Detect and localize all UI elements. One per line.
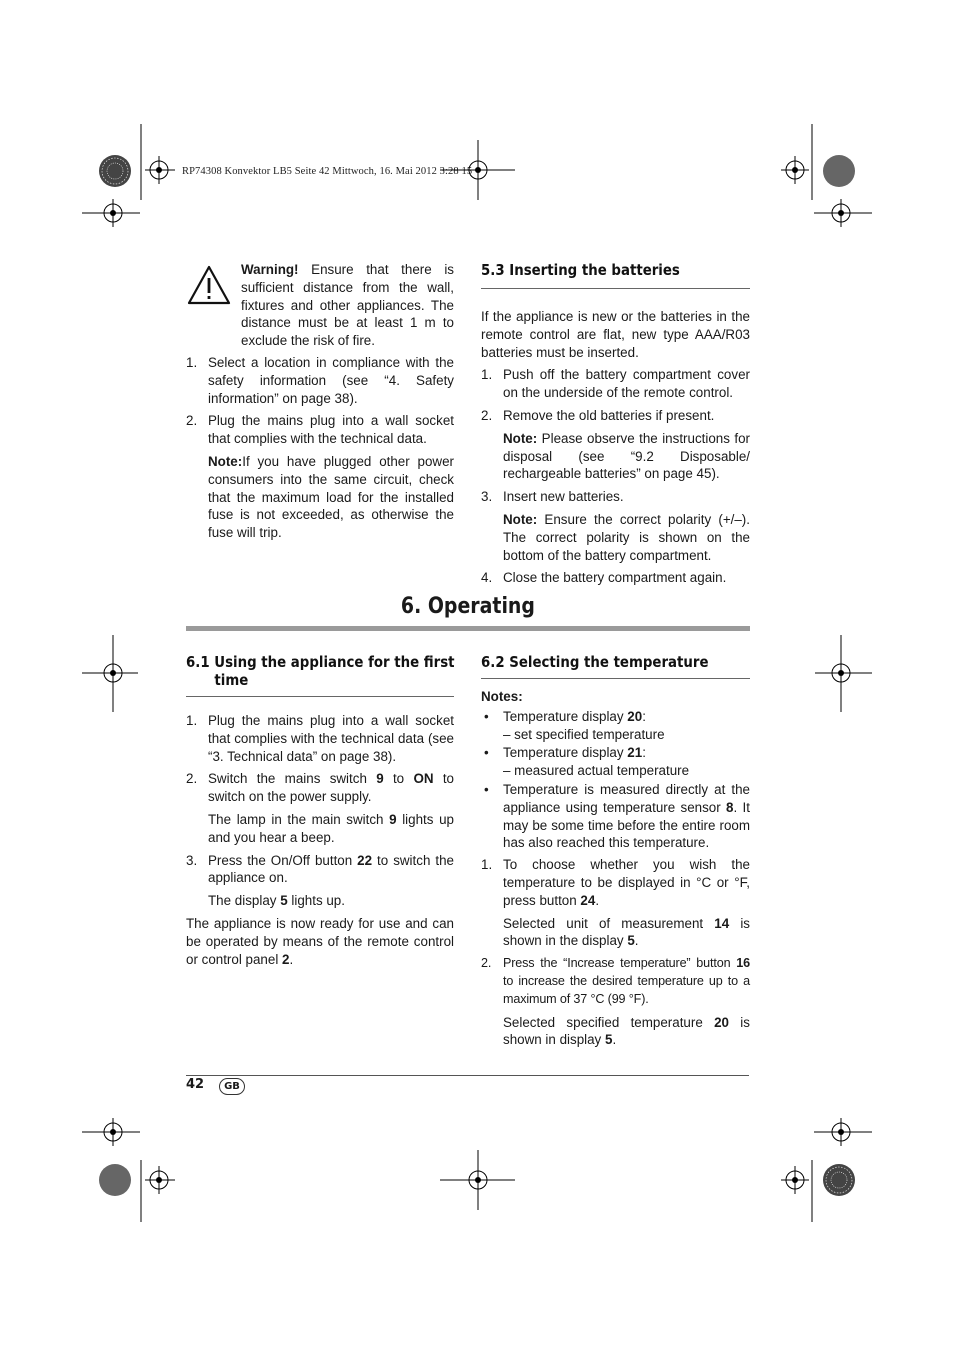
circuit-note: Note:If you have plugged other power consumers into the same circuit, check that the maximum load for the installed fuse is not exceeded, as otherwise the fuse will trip. xyxy=(208,453,454,541)
unit-note: Selected unit of measurement 14 is shown in the display 5. xyxy=(503,915,750,949)
list-item: 1. Plug the mains plug into a wall socket that complies with the technical data (see “3. Technical data” on page 38). xyxy=(186,713,454,764)
placement-steps xyxy=(186,354,454,448)
list-item: • Temperature display 21: – measured actual temperature xyxy=(484,745,690,779)
list-item: 3. Insert new batteries. xyxy=(481,489,624,505)
closing-text: The appliance is now ready for use and can be operated by means of the remote control or control panel 2. xyxy=(186,915,454,967)
first-use-steps xyxy=(186,712,454,806)
display-note: The display 5 lights up. xyxy=(208,893,345,909)
temperature-steps xyxy=(481,856,750,909)
warning-text: Warning! Ensure that there is sufficient distance from the wall, fixtures and other appliances. The distance must be at least 1 m to exclude the risk of fire. xyxy=(241,262,454,349)
notes-label: Notes: xyxy=(481,689,523,704)
page-number: 42 xyxy=(186,1077,205,1092)
warning-label: Warning! xyxy=(241,262,299,277)
list-item: 2. Plug the mains plug into a wall socket that complies with the technical data. xyxy=(186,413,454,447)
list-item: • Temperature is measured directly at the appliance using temperature sensor 8. It may be some time before the entire room has also reached this temperature. xyxy=(484,781,750,851)
section-6-2 xyxy=(481,653,750,1054)
section-title: 5.3 Inserting the batteries xyxy=(481,261,680,279)
list-item: 1. To choose whether you wish the temperature to be displayed in °C or °F, press button 24. xyxy=(481,857,750,908)
notes-list xyxy=(481,708,750,852)
battery-steps xyxy=(481,366,750,424)
section-title: 6.2 Selecting the temperature xyxy=(481,653,709,671)
footer-rule xyxy=(186,1075,749,1076)
chapter-divider xyxy=(186,626,750,631)
list-item: • Temperature display 20: – set specified temperature xyxy=(484,708,665,742)
section-title: 6.1 Using the appliance for the first time xyxy=(186,653,455,689)
list-item: 3. Press the On/Off button 22 to switch the appliance on. xyxy=(186,852,454,886)
country-badge: GB xyxy=(219,1078,245,1095)
list-item: 2. Press the “Increase temperature” button 16 to increase the desired temperature up to a maximum of 37 °C (99 °F). xyxy=(481,956,750,1006)
list-item: 2. Remove the old batteries if present. xyxy=(481,407,715,423)
lamp-note: The lamp in the main switch 9 lights up and you hear a beep. xyxy=(208,811,454,845)
disposal-note: Note: Please observe the instructions for disposal (see “9.2 Disposable/ rechargeable batteries” on page 45). xyxy=(503,430,750,482)
print-header: RP74308 Konvektor LB5 Seite 42 Mittwoch, 16. Mai 2012 3:28 15 xyxy=(182,166,473,177)
warning-triangle-icon xyxy=(186,264,232,306)
list-item: 4. Close the battery compartment again. xyxy=(481,570,727,586)
warning-block xyxy=(186,261,454,350)
list-item: 1. Select a location in compliance with the safety information (see “4. Safety information” on page 38). xyxy=(186,354,454,406)
intro-text: If the appliance is new or the batteries in the remote control are flat, new type AAA/R03 batteries must be inserted. xyxy=(481,309,750,360)
section-6-1 xyxy=(186,653,454,968)
left-top-column xyxy=(186,261,454,547)
polarity-note: Note: Ensure the correct polarity (+/–). The correct polarity is shown on the bottom of the battery compartment. xyxy=(503,511,750,563)
section-5-3 xyxy=(481,261,750,592)
chapter-title: 6. Operating xyxy=(400,594,536,619)
list-item: 1. Push off the battery compartment cover on the underside of the remote control. xyxy=(481,367,750,401)
list-item: 2. Switch the mains switch 9 to ON to switch on the power supply. xyxy=(186,771,455,805)
specified-temperature-note: Selected specified temperature 20 is shown in display 5. xyxy=(503,1014,750,1048)
